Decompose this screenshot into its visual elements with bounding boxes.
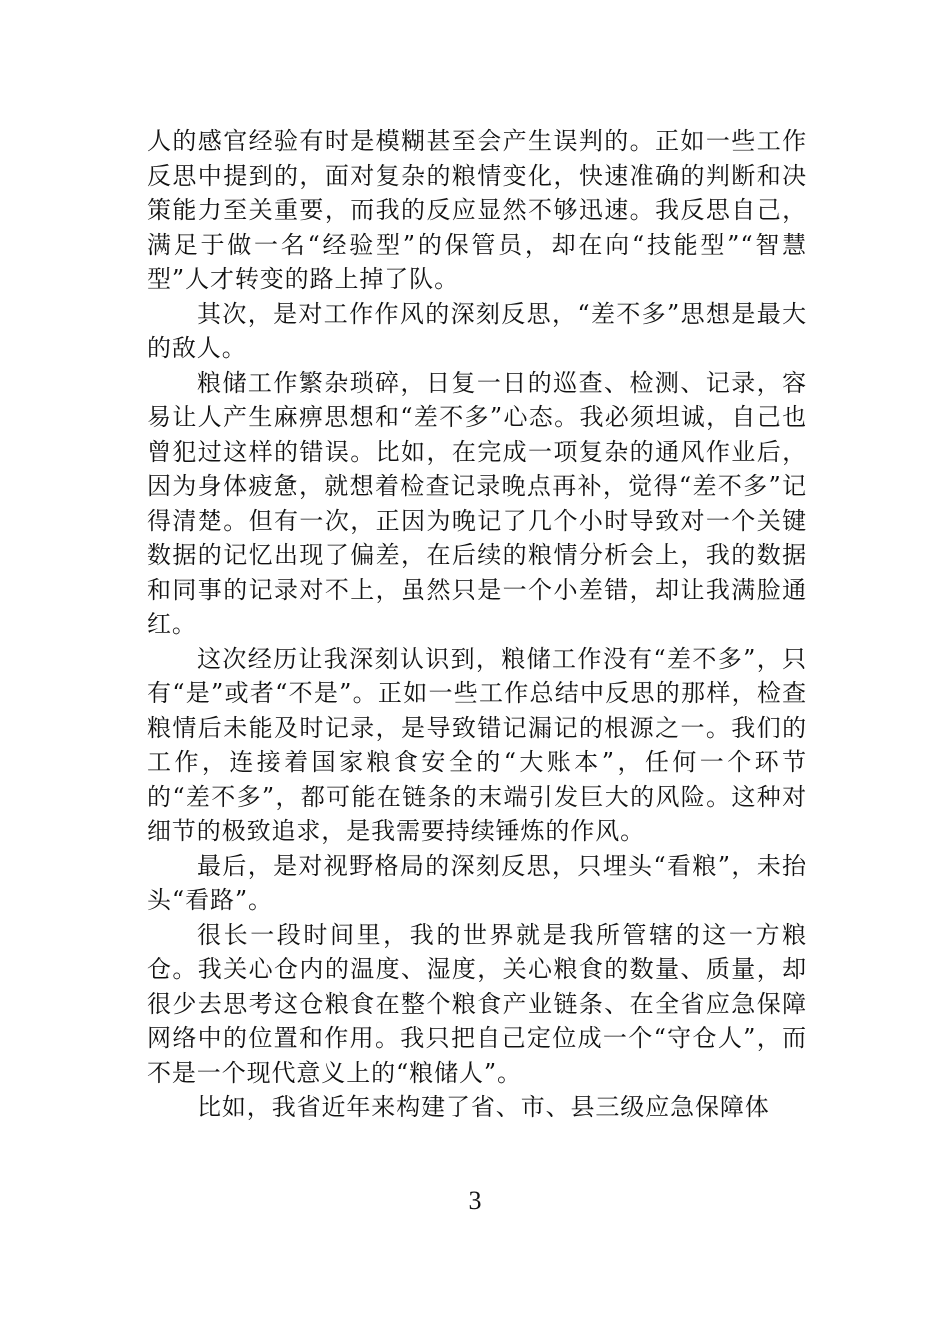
paragraph-continuation: 人的感官经验有时是模糊甚至会产生误判的。正如一些工作反思中提到的，面对复杂的粮情变化，快速准确的判断和决策能力至关重要，而我的反应显然不够迅速。我反思自己，满足于做一名“经验型”的保管员，却在向“技能型”“智慧型”人才转变的路上掉了队。	[147, 127, 807, 293]
paragraph-work-style-body: 粮储工作繁杂琐碎，日复一日的巡查、检测、记录，容易让人产生麻痹思想和“差不多”心态。我必须坦诚，自己也曾犯过这样的错误。比如，在完成一项复杂的通风作业后，因为身体疲惫，就想着检查记录晚点再补，觉得“差不多”记得清楚。但有一次，正因为晚记了几个小时导致对一个关键数据的记忆出现了偏差，在后续的粮情分析会上，我的数据和同事的记录对不上，虽然只是一个小差错，却让我满脸通红。	[147, 368, 807, 638]
paragraph-work-style-heading: 其次，是对工作作风的深刻反思，“差不多”思想是最大的敌人。	[147, 299, 807, 362]
paragraph-vision-heading: 最后，是对视野格局的深刻反思，只埋头“看粮”，未抬头“看路”。	[147, 851, 807, 914]
paragraph-vision-body: 很长一段时间里，我的世界就是我所管辖的这一方粮仓。我关心仓内的温度、湿度，关心粮食的数量、质量，却很少去思考这仓粮食在整个粮食产业链条、在全省应急保障网络中的位置和作用。我只把自己定位成一个“守仓人”，而不是一个现代意义上的“粮储人”。	[147, 920, 807, 1087]
page-number: 3	[468, 1186, 482, 1215]
document-body	[147, 124, 807, 1125]
paragraph-example-start: 比如，我省近年来构建了省、市、县三级应急保障体	[197, 1093, 770, 1121]
paragraph-lesson-learned: 这次经历让我深刻认识到，粮储工作没有“差不多”，只有“是”或者“不是”。正如一些工作总结中反思的那样，检查粮情后未能及时记录，是导致错记漏记的根源之一。我们的工作，连接着国家粮食安全的“大账本”，任何一个环节的“差不多”，都可能在链条的末端引发巨大的风险。这种对细节的极致追求，是我需要持续锤炼的作风。	[147, 644, 807, 845]
